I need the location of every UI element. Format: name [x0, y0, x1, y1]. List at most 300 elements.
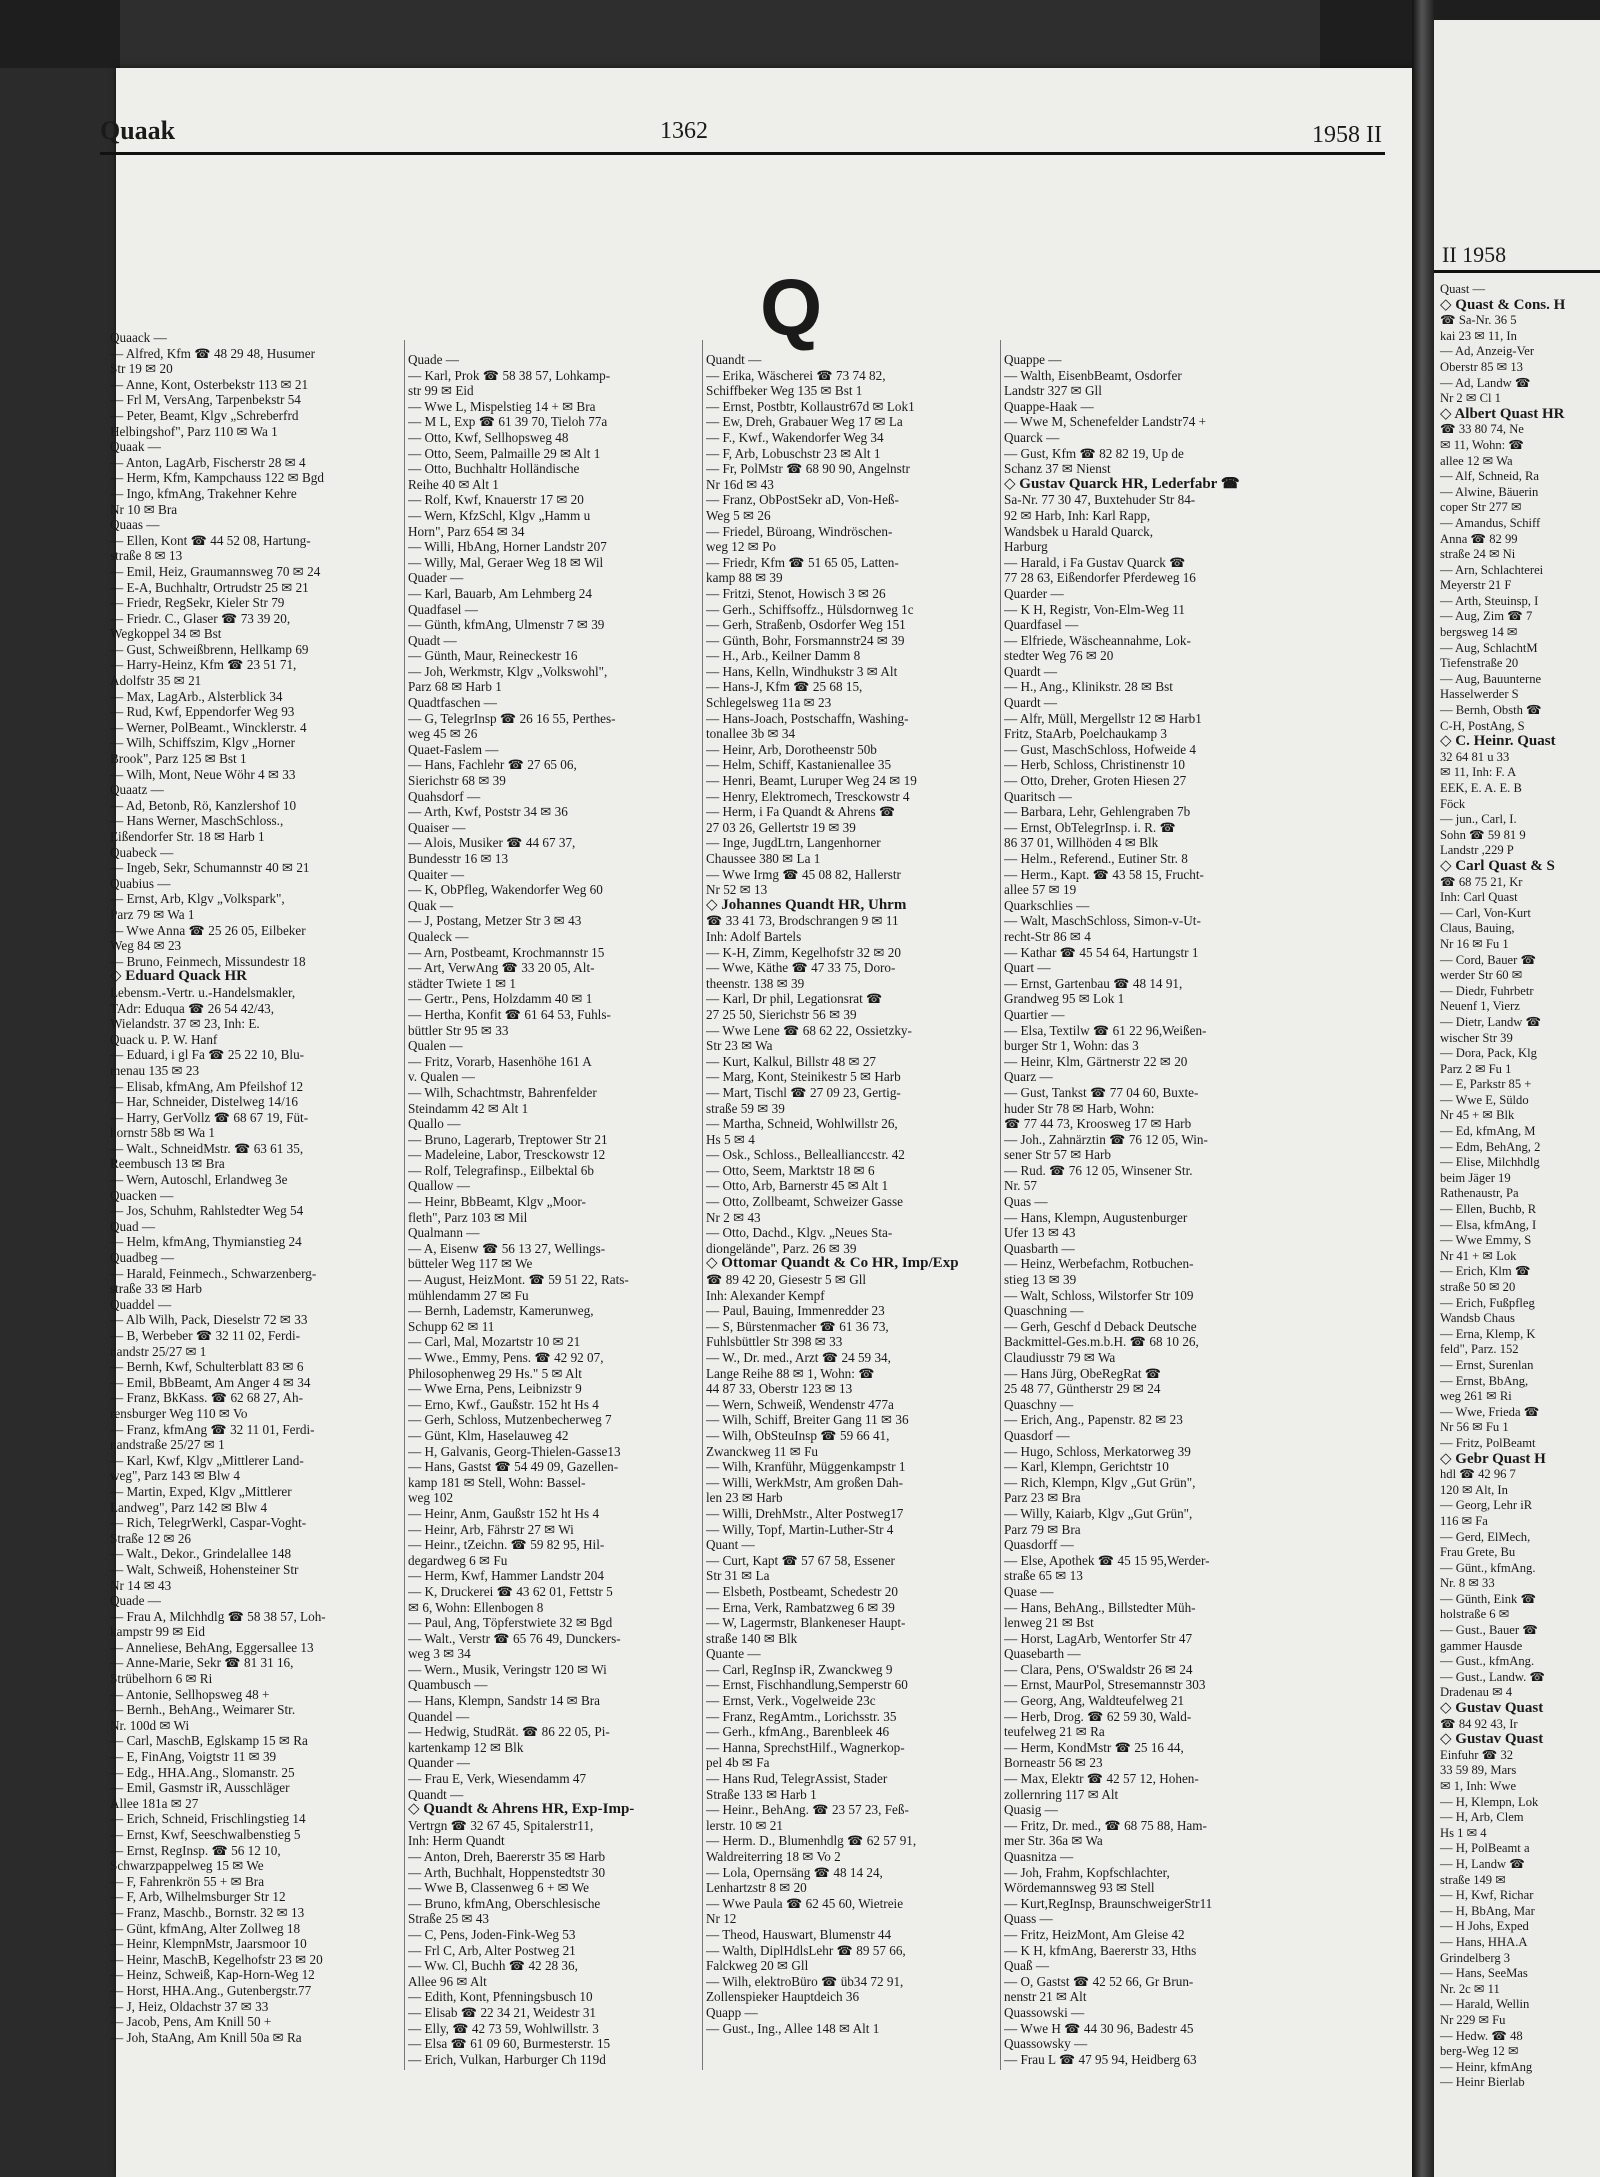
listing-entry: — Franz, BkKass. ☎ 62 68 27, Ah- [110, 1390, 303, 1406]
listing-entry: Schanz 37 ✉ Nienst [1004, 461, 1111, 477]
listing-entry: ☎ 77 44 73, Kroosweg 17 ✉ Harb [1004, 1116, 1192, 1132]
listing-entry: Quaschny — [1004, 1396, 1074, 1412]
listing-entry: — Horst, HHA.Ang., Gutenbergstr.77 [110, 1982, 312, 1998]
listing-entry: — Willy, Topf, Martin-Luther-Str 4 [706, 1521, 894, 1537]
listing-entry: — Heinz, Werbefachm, Rotbuchen- [1004, 1256, 1194, 1272]
listing-entry: theenstr. 138 ✉ 39 [706, 975, 805, 991]
listing-entry: 92 ✉ Harb, Inh: Karl Rapp, [1004, 507, 1151, 523]
listing-entry: — M L, Exp ☎ 61 39 70, Tieloh 77a [408, 414, 608, 430]
listing-entry: — Joh, Werkmstr, Klgv „Volkswohl", [408, 663, 608, 679]
listing-entry: — B, Werbeber ☎ 32 11 02, Ferdi- [110, 1328, 301, 1343]
listing-entry: Quade — [110, 1593, 161, 1609]
listing-entry: — Madeleine, Labor, Tresckowstr 12 [408, 1147, 606, 1163]
listing-entry: — Art, VerwAng ☎ 33 20 05, Alt- [408, 960, 595, 976]
listing-entry: — jun., Carl, I. [1440, 812, 1517, 827]
listing-entry: — Karl, Bauarb, Am Lehmberg 24 [408, 585, 592, 601]
listing-entry: — Ww. Cl, Buchh ☎ 42 28 36, [408, 1958, 578, 1974]
listing-entry: — Herm, Kwf, Hammer Landstr 204 [408, 1568, 604, 1584]
listing-entry: — Hans, Gastst ☎ 54 49 09, Gazellen- [408, 1459, 619, 1475]
listing-entry: Schlegelsweg 11a ✉ 23 [706, 695, 832, 711]
listing-entry: ☎ 33 80 74, Ne [1440, 422, 1524, 437]
listing-entry: — Jacob, Pens, Am Knill 50 + [110, 2014, 272, 2030]
listing-entry: — Heinr, MaschB, Kegelhofstr 23 ✉ 20 [110, 1951, 323, 1967]
listing-entry: — Herm, KondMstr ☎ 25 16 44, [1004, 1739, 1184, 1755]
listing-entry: Quader — [408, 570, 464, 586]
listing-entry: — Bernh, Kwf, Schulterblatt 83 ✉ 6 [110, 1359, 304, 1375]
listing-entry: Quase — [1004, 1583, 1054, 1599]
listing-entry: — Willi, WerkMstr, Am großen Dah- [706, 1474, 904, 1490]
listing-entry: — Elsa ☎ 61 09 60, Burmesterstr. 15 [408, 2036, 611, 2052]
listing-entry: — H, Kwf, Richar [1440, 1888, 1534, 1903]
listing-entry: Claudiusstr 79 ✉ Wa [1004, 1350, 1116, 1365]
listing-entry: berg-Weg 12 ✉ [1440, 2044, 1519, 2059]
listing-entry: Quast — [1440, 282, 1486, 296]
listing-entry: — Otto, Dreher, Groten Hiesen 27 [1004, 773, 1187, 789]
listing-entry: städter Twiete 1 ✉ 1 [408, 975, 517, 991]
listing-entry: — Georg, Ang, Waldteufelweg 21 [1004, 1693, 1185, 1709]
listing-entry: — Heinr, Arb, Fährstr 27 ✉ Wi [408, 1521, 574, 1537]
listing-entry: — Anneliese, BehAng, Eggersallee 13 [110, 1639, 314, 1655]
listing-column-1 [110, 330, 402, 2045]
listing-entry: — Wwe H ☎ 44 30 96, Badestr 45 [1004, 2020, 1194, 2036]
listing-entry: — Ed, kfmAng, M [1440, 1124, 1536, 1139]
next-page-strip [1434, 20, 1600, 2177]
listing-entry: Quabeck — [110, 844, 174, 860]
listing-entry: — Paul, Bauing, Immenredder 23 [706, 1303, 885, 1319]
listing-entry: weg 45 ✉ 26 [408, 726, 478, 742]
listing-entry: — H, Galvanis, Georg-Thielen-Gasse13 [408, 1443, 621, 1459]
listing-entry: — Alb Wilh, Pack, Dieselstr 72 ✉ 33 [110, 1312, 308, 1328]
listing-entry: — Franz, ObPostSekr aD, Von-Heß- [706, 492, 899, 508]
listing-entry: — Günth, Bohr, Forsmannstr24 ✉ 39 [706, 632, 905, 648]
listing-entry: 33 59 89, Mars [1440, 1763, 1517, 1778]
listing-entry: — Willy, Kaiarb, Klgv „Gut Grün", [1004, 1505, 1193, 1521]
listing-entry: Tiefenstraße 20 [1440, 656, 1519, 671]
listing-entry: 77 28 63, Eißendorfer Pferdeweg 16 [1004, 570, 1196, 586]
listing-entry: — H, Landw ☎ [1440, 1856, 1525, 1871]
listing-entry: — Hanna, SprechstHilf., Wagnerkop- [706, 1739, 905, 1755]
listing-entry: Quaatz — [110, 782, 164, 798]
listing-entry: — Wwe E, Süldo [1440, 1092, 1529, 1107]
listing-entry: — Eduard, i gl Fa ☎ 25 22 10, Blu- [110, 1047, 305, 1063]
listing-entry: Quahsdorf — [408, 788, 481, 804]
listing-entry: — Günth, Maur, Reineckestr 16 [408, 648, 578, 664]
listing-entry: Ufer 13 ✉ 43 [1004, 1225, 1076, 1241]
listing-entry: — Edith, Kont, Pfenningsbusch 10 [408, 1989, 593, 2005]
listing-entry: — Max, Elektr ☎ 42 57 12, Hohen- [1004, 1771, 1199, 1787]
listing-entry: Weg 84 ✉ 23 [110, 938, 182, 954]
listing-entry: — Fritz, PolBeamt [1440, 1435, 1536, 1450]
listing-entry: Quabius — [110, 875, 171, 891]
listing-entry: Philosophenweg 29 Hs." 5 ✉ Alt [408, 1365, 582, 1381]
header-rule [100, 152, 1385, 155]
listing-entry: — Wwe., Emmy, Pens. ☎ 42 92 07, [408, 1350, 604, 1365]
listing-entry: Quaet-Faslem — [408, 741, 499, 757]
running-head-title: Quaak [100, 116, 176, 145]
listing-entry: Quack u. P. W. Hanf [110, 1031, 218, 1047]
listing-entry: — Elisab ☎ 22 34 21, Weidestr 31 [408, 2004, 597, 2020]
listing-entry: — Heinr, Klm, Gärtnerstr 22 ✉ 20 [1004, 1053, 1188, 1069]
listing-entry: — Willy, Mal, Geraer Weg 18 ✉ Wil [408, 554, 604, 570]
listing-entry: — Wwe B, Classenweg 6 + ✉ We [408, 1880, 590, 1896]
listing-entry: — Gerh, Straßenb, Osdorfer Weg 151 [706, 617, 906, 633]
listing-entry: — Peter, Beamt, Klgv „Schreberfrd [110, 407, 299, 423]
listing-entry: pel 4b ✉ Fa [706, 1755, 770, 1771]
listing-entry: — Ernst, Kwf, Seeschwalbenstieg 5 [110, 1827, 301, 1842]
listing-entry: — Günt, Klm, Haselauweg 42 [408, 1427, 569, 1443]
listing-entry: — Kathar ☎ 45 54 64, Hartungstr 1 [1004, 944, 1199, 960]
listing-entry: — Hans Jürg, ObeRegRat ☎ [1004, 1365, 1162, 1381]
listing-entry: — Hans, Klempn, Sandstr 14 ✉ Bra [408, 1693, 600, 1709]
listing-entry: — Friedel, Büroang, Windröschen- [706, 523, 893, 539]
listing-entry: Anna ☎ 82 99 [1440, 531, 1518, 546]
listing-entry: Schwarzpappelweg 15 ✉ We [110, 1858, 264, 1874]
listing-entry: — Erika, Wäscherei ☎ 73 74 82, [706, 367, 886, 383]
listing-entry: — Elise, Milchhdlg [1440, 1155, 1540, 1170]
listing-entry: ◇ Quandt & Ahrens HR, Exp-Imp- [408, 1802, 635, 1818]
listing-entry: Qualmann — [408, 1225, 480, 1241]
listing-entry: ◇ Eduard Quack HR [110, 969, 247, 985]
listing-entry: — Rich, TelegrWerkl, Caspar-Voght- [110, 1515, 307, 1531]
listing-entry: — H., Arb., Keilner Damm 8 [706, 648, 861, 664]
listing-entry: Fuhlsbüttler Str 398 ✉ 33 [706, 1334, 843, 1350]
listing-entry: Inh: Alexander Kempf [706, 1287, 825, 1303]
listing-entry: Wandsbek u Harald Quarck, [1004, 523, 1154, 539]
listing-entry: — F, Fahrenkrön 55 + ✉ Bra [110, 1873, 265, 1889]
listing-entry: — Kurt, Kalkul, Billstr 48 ✉ 27 [706, 1053, 877, 1069]
listing-entry: — Frau L ☎ 47 95 94, Heidberg 63 [1004, 2051, 1197, 2067]
listing-entry: — Helm, Schiff, Kastanienallee 35 [706, 757, 892, 773]
listing-entry: sener Str 57 ✉ Harb [1004, 1147, 1112, 1163]
listing-entry: Quardt — [1004, 695, 1058, 711]
listing-entry: ✉ 11, Inh: F. A [1440, 765, 1517, 780]
listing-entry: Quarkschlies — [1004, 897, 1090, 913]
listing-entry: Vertrgn ☎ 32 67 45, Spitalerstr11, [408, 1817, 594, 1833]
column-divider [702, 340, 703, 2070]
listing-entry: Zollenspieker Hauptdeich 36 [706, 1989, 860, 2005]
listing-entry: — Else, Apothek ☎ 45 15 95,Werder- [1004, 1552, 1210, 1568]
listing-entry: Sohn ☎ 59 81 9 [1440, 827, 1526, 842]
listing-entry: Wandsb Chaus [1440, 1311, 1515, 1326]
listing-entry: — Hedwig, StudRät. ☎ 86 22 05, Pi- [408, 1724, 610, 1740]
next-page-column [1440, 282, 1565, 2091]
listing-entry: Quad — [110, 1218, 156, 1234]
listing-entry: — H., Ang., Klinikstr. 28 ✉ Bst [1004, 679, 1173, 695]
listing-entry: 32 64 81 u 33 [1440, 749, 1510, 764]
listing-entry: ◇ Gustav Quarck HR, Lederfabr ☎ [1004, 476, 1240, 492]
listing-entry: — Otto, Seem, Marktstr 18 ✉ 6 [706, 1162, 875, 1178]
listing-entry: — Osk., Schloss., Belleallianccstr. 42 [706, 1147, 905, 1163]
listing-entry: straße 149 ✉ [1440, 1872, 1506, 1887]
listing-entry: Allee 96 ✉ Alt [408, 1973, 487, 1989]
listing-entry: straße 24 ✉ Ni [1440, 547, 1516, 562]
listing-entry: — Gertr., Pens, Holzdamm 40 ✉ 1 [408, 991, 593, 1007]
listing-entry: — Georg, Lehr iR [1440, 1498, 1533, 1513]
listing-entry: Quaas — [110, 517, 160, 533]
listing-entry: Nr 16d ✉ 43 [706, 476, 774, 492]
scan-top-border [0, 0, 1600, 68]
listing-entry: Quart — [1004, 960, 1051, 976]
listing-entry: — Wern, Autoschl, Erlandweg 3e [110, 1172, 288, 1188]
listing-entry: — Harry, GerVollz ☎ 68 67 19, Füt- [110, 1109, 309, 1125]
listing-entry: — Wwe, Käthe ☎ 47 33 75, Doro- [706, 960, 896, 976]
listing-entry: — Ew, Dreh, Grabauer Weg 17 ✉ La [706, 414, 903, 430]
listing-entry: Borneastr 56 ✉ 23 [1004, 1755, 1103, 1771]
listing-entry: — Erich, Ang., Papenstr. 82 ✉ 23 [1004, 1412, 1183, 1428]
listing-entry: Quadbeg — [110, 1250, 175, 1266]
listing-entry: Einfuhr ☎ 32 [1440, 1747, 1514, 1762]
listing-entry: Reembusch 13 ✉ Bra [110, 1156, 225, 1172]
listing-entry: — Karl, Klempn, Gerichtstr 10 [1004, 1459, 1169, 1475]
listing-entry: — Martin, Exped, Klgv „Mittlerer [110, 1483, 292, 1499]
listing-entry: Str 31 ✉ La [706, 1568, 770, 1584]
listing-entry: Quade — [408, 352, 459, 367]
listing-entry: zollernring 117 ✉ Alt [1004, 1786, 1119, 1802]
listing-entry: — Emil, BbBeamt, Am Anger 4 ✉ 34 [110, 1374, 311, 1390]
listing-entry: — Elly, ☎ 42 73 59, Wohlwillstr. 3 [408, 2020, 599, 2036]
listing-entry: Eißendorfer Str. 18 ✉ Harb 1 [110, 829, 265, 844]
listing-entry: Lenhartzstr 8 ✉ 20 [706, 1880, 807, 1896]
listing-entry: — Hans, BehAng., Billstedter Müh- [1004, 1599, 1196, 1615]
listing-entry: — Ernst, Gartenbau ☎ 48 14 91, [1004, 975, 1183, 991]
listing-entry: — Heinr, KlempnMstr, Jaarsmoor 10 [110, 1936, 307, 1952]
section-letter: Q [760, 263, 823, 352]
listing-entry: — Ellen, Kont ☎ 44 52 08, Hartung- [110, 532, 311, 548]
listing-entry: ☎ Sa-Nr. 36 5 [1440, 313, 1517, 328]
listing-entry: Adolfstr 35 ✉ 21 [110, 673, 202, 689]
listing-entry: — Harry-Heinz, Kfm ☎ 23 51 71, [110, 657, 297, 673]
listing-entry: — Bernh, Lademstr, Kamerunweg, [408, 1303, 594, 1319]
listing-entry: — K, ObPfleg, Wakendorfer Weg 60 [408, 882, 603, 898]
listing-entry: ✉ 11, Wohn: ☎ [1440, 437, 1524, 452]
listing-entry: kai 23 ✉ 11, In [1440, 328, 1517, 343]
listing-entry: 86 37 01, Willhöden 4 ✉ Blk [1004, 835, 1159, 851]
listing-entry: burger Str 1, Wohn: das 3 [1004, 1038, 1139, 1054]
listing-entry: v. Qualen — [408, 1069, 475, 1085]
listing-entry: — Anton, LagArb, Fischerstr 28 ✉ 4 [110, 454, 306, 470]
listing-entry: bergsweg 14 ✉ [1440, 625, 1518, 640]
listing-entry: — Barbara, Lehr, Gehlengraben 7b [1004, 804, 1191, 820]
listing-entry: — Helm, kfmAng, Thymianstieg 24 [110, 1234, 302, 1250]
listing-entry: kamp 181 ✉ Stell, Wohn: Bassel- [408, 1474, 586, 1490]
listing-entry: — Marg, Kont, Steinikestr 5 ✉ Harb [706, 1069, 901, 1085]
listing-entry: straße 8 ✉ 13 [110, 548, 183, 564]
listing-entry: Falckweg 20 ✉ Gll [706, 1958, 809, 1974]
listing-entry: — Herm, i Fa Quandt & Ahrens ☎ [706, 804, 896, 820]
listing-entry: ◇ Quast & Cons. H [1440, 296, 1566, 313]
listing-entry: — Wilh, elektroBüro ☎ üb34 72 91, [706, 1973, 904, 1989]
listing-entry: — Elsa, kfmAng, I [1440, 1217, 1537, 1232]
page-header [100, 110, 1390, 150]
listing-entry: — E-A, Buchhaltr, Ortrudstr 25 ✉ 21 [110, 579, 309, 595]
listing-entry: — Friedr, Kfm ☎ 51 65 05, Latten- [706, 554, 899, 570]
listing-entry: nandstraße 25/27 ✉ 1 [110, 1437, 225, 1453]
listing-entry: — Anne-Marie, Sekr ☎ 81 31 16, [110, 1655, 294, 1671]
listing-entry: — Erna, Verk, Rambatzweg 6 ✉ 39 [706, 1599, 895, 1615]
listing-entry: gammer Hausde [1440, 1638, 1523, 1653]
listing-entry: — Dora, Pack, Klg [1440, 1046, 1537, 1061]
listing-entry: Nr 14 ✉ 43 [110, 1577, 172, 1593]
next-page-header-rule [1434, 270, 1600, 273]
listing-entry: — Ernst, Fischhandlung,Semperstr 60 [706, 1677, 908, 1693]
listing-entry: — Franz, RegAmtm., Lorichsstr. 35 [706, 1708, 897, 1724]
listing-entry: — H, Arb, Clem [1440, 1810, 1524, 1825]
listing-entry: Wielandstr. 37 ✉ 23, Inh: E. [110, 1016, 260, 1032]
listing-entry: — Amandus, Schiff [1440, 515, 1541, 530]
listing-entry: — Hans, Klempn, Augustenburger [1004, 1209, 1188, 1225]
listing-entry: — Wwe L, Mispelstieg 14 + ✉ Bra [408, 398, 596, 414]
listing-entry: Inh: Carl Quast [1440, 890, 1518, 905]
listing-entry: — Kurt,RegInsp, BraunschweigerStr11 [1004, 1895, 1213, 1911]
listing-entry: Fritz, StaArb, Poelchaukamp 3 [1004, 726, 1167, 742]
listing-entry: — Erna, Klemp, K [1440, 1326, 1536, 1341]
listing-entry: — Wwe Emmy, S [1440, 1233, 1532, 1248]
listing-entry: Hs 1 ✉ 4 [1440, 1825, 1487, 1840]
listing-entry: Qualen — [408, 1038, 463, 1054]
listing-entry: ◇ Gustav Quast [1440, 1731, 1544, 1748]
listing-entry: — Theod, Hauswart, Blumenstr 44 [706, 1926, 892, 1942]
listing-entry: — Werner, PolBeamt., Wincklerstr. 4 [110, 719, 307, 735]
listing-entry: — Alfred, Kfm ☎ 48 29 48, Husumer [110, 345, 316, 361]
listing-entry: Bundesstr 16 ✉ 13 [408, 851, 509, 866]
listing-entry: Nr 10 ✉ Bra [110, 501, 178, 517]
listing-entry: — Gust., kfmAng. [1440, 1654, 1535, 1669]
listing-entry: — Walt, Schweiß, Hohensteiner Str [110, 1561, 299, 1577]
listing-entry: — H, PolBeamt a [1440, 1841, 1530, 1856]
listing-entry: — Karl, Dr phil, Legationsrat ☎ [706, 991, 883, 1007]
listing-entry: — Wilh, Mont, Neue Wöhr 4 ✉ 33 [110, 766, 296, 782]
listing-entry: Quasnitza — [1004, 1849, 1074, 1864]
listing-entry: — Rolf, Kwf, Knauerstr 17 ✉ 20 [408, 492, 584, 508]
listing-entry: — Wilh, Schiffszim, Klgv „Horner [110, 735, 296, 751]
listing-entry: — Ernst, RegInsp. ☎ 56 12 10, [110, 1842, 281, 1858]
listing-entry: — Elisab, kfmAng, Am Pfeilshof 12 [110, 1078, 304, 1094]
listing-entry: — Heinr, kfmAng [1440, 2059, 1533, 2074]
listing-entry: Harburg [1004, 539, 1048, 555]
listing-entry: — Harald, i Fa Gustav Quarck ☎ [1004, 554, 1186, 570]
listing-entry: — Fritz, Dr. med., ☎ 68 75 88, Ham- [1004, 1817, 1207, 1833]
listing-entry: — K, Druckerei ☎ 43 62 01, Fettstr 5 [408, 1583, 613, 1599]
listing-entry: Quasig — [1004, 1802, 1058, 1818]
listing-entry: — W, Lagermstr, Blankeneser Haupt- [706, 1615, 906, 1631]
listing-entry: Lange Reihe 88 ✉ 1, Wohn: ☎ [706, 1365, 875, 1381]
listing-column-4 [1004, 352, 1296, 2067]
listing-entry: — W., Dr. med., Arzt ☎ 24 59 34, [706, 1350, 891, 1365]
listing-entry: — Gust, Tankst ☎ 77 04 60, Buxte- [1004, 1084, 1199, 1100]
listing-entry: — H Johs, Exped [1440, 1919, 1529, 1934]
listing-entry: ◇ Gebr Quast H [1440, 1450, 1546, 1467]
listing-entry: — Max, LagArb., Alsterblick 34 [110, 688, 283, 704]
listing-entry: Quallow — [408, 1178, 470, 1194]
listing-entry: Nr 2 ✉ 43 [706, 1209, 761, 1225]
listing-entry: — Friedr. C., Glaser ☎ 73 39 20, [110, 610, 291, 626]
listing-entry: — Elfriede, Wäscheannahme, Lok- [1004, 632, 1191, 648]
listing-entry: Parz 23 ✉ Bra [1004, 1490, 1081, 1506]
listing-entry: Nr 52 ✉ 13 [706, 882, 768, 898]
listing-entry: — Wwe Irmg ☎ 45 08 82, Hallerstr [706, 866, 901, 882]
listing-entry: Quaiter — [408, 866, 465, 882]
listing-entry: Nr. 2c ✉ 11 [1440, 1981, 1500, 1996]
listing-entry: straße 33 ✉ Harb [110, 1281, 202, 1297]
listing-entry: Brook", Parz 125 ✉ Bst 1 [110, 751, 247, 767]
listing-entry: — Ingeb, Sekr, Schumannstr 40 ✉ 21 [110, 860, 310, 876]
listing-entry: Schupp 62 ✉ 11 [408, 1318, 495, 1334]
listing-entry: — Karl, Prok ☎ 58 38 57, Lohkamp- [408, 367, 611, 383]
listing-entry: — Wwe, Frieda ☎ [1440, 1404, 1540, 1419]
listing-entry: Quacken — [110, 1187, 174, 1203]
listing-entry: Parz 79 ✉ Wa 1 [110, 906, 195, 922]
listing-entry: Quassowsky — [1004, 2036, 1088, 2052]
listing-entry: — H, Klempn, Lok [1440, 1794, 1539, 1809]
listing-entry: — Otto, Seem, Palmaille 29 ✉ Alt 1 [408, 445, 601, 461]
listing-entry: — Arth, Steuinsp, I [1440, 593, 1539, 608]
listing-entry: — Erich, Schneid, Frischlingstieg 14 [110, 1811, 306, 1827]
listing-entry: straße 59 ✉ 39 [706, 1100, 785, 1116]
listing-entry: — E, Parkstr 85 + [1440, 1077, 1532, 1092]
listing-entry: 116 ✉ Fa [1440, 1513, 1488, 1528]
listing-entry: 25 48 77, Güntherstr 29 ✉ 24 [1004, 1381, 1161, 1397]
listing-entry: — Alwine, Bäuerin [1440, 484, 1539, 499]
listing-entry: Quaiser — [408, 819, 466, 835]
listing-entry: — Wern, Schweiß, Wendenstr 477a [706, 1396, 894, 1412]
listing-entry: — Horst, LagArb, Wentorfer Str 47 [1004, 1630, 1193, 1646]
listing-entry: Str 19 ✉ 20 [110, 361, 173, 377]
listing-entry: Quadfasel — [408, 601, 478, 617]
listing-entry: — Willi, HbAng, Horner Landstr 207 [408, 539, 607, 555]
listing-entry: — Bruno, kfmAng, Oberschlesische [408, 1895, 601, 1911]
listing-entry: — Otto, Buchhaltr Holländische [408, 461, 580, 477]
listing-entry: — F, Arb, Lobuschstr 23 ✉ Alt 1 [706, 445, 881, 461]
listing-entry: Sa-Nr. 77 30 47, Buxtehuder Str 84- [1004, 492, 1196, 508]
listing-entry: — Gust, MaschSchloss, Hofweide 4 [1004, 741, 1196, 757]
listing-entry: — August, HeizMont. ☎ 59 51 22, Rats- [408, 1272, 629, 1288]
listing-entry: — Heinr, Arb, Dorotheenstr 50b [706, 741, 877, 757]
listing-entry: — Cord, Bauer ☎ [1440, 952, 1537, 967]
listing-entry: Quarder — [1004, 585, 1064, 601]
listing-entry: rensburger Weg 110 ✉ Vo [110, 1405, 248, 1421]
listing-entry: — Elsbeth, Postbeamt, Schedestr 20 [706, 1583, 898, 1599]
column-divider [404, 340, 405, 2070]
listing-entry: — Lola, Opernsäng ☎ 48 14 24, [706, 1864, 883, 1880]
listing-entry: — Joh, StaAng, Am Knill 50a ✉ Ra [110, 2029, 302, 2045]
listing-entry: Quasbarth — [1004, 1240, 1075, 1256]
column-divider [1000, 340, 1001, 2070]
listing-entry: — Walt., SchneidMstr. ☎ 63 61 35, [110, 1140, 304, 1156]
listing-entry: Nr. 8 ✉ 33 [1440, 1576, 1495, 1591]
listing-entry: stieg 13 ✉ 39 [1004, 1272, 1077, 1288]
listing-entry: weg 261 ✉ Ri [1440, 1389, 1512, 1404]
listing-entry: ◇ Ottomar Quandt & Co HR, Imp/Exp [706, 1256, 959, 1272]
listing-entry: C-H, PostAng, S [1440, 718, 1525, 733]
listing-entry: — A, Eisenw ☎ 56 13 27, Wellings- [408, 1240, 606, 1256]
listing-entry: Quass — [1004, 1911, 1053, 1927]
listing-entry: Quandt — [408, 1786, 464, 1802]
listing-entry: Quaß — [1004, 1958, 1050, 1974]
listing-entry: nenstr 21 ✉ Alt [1004, 1989, 1087, 2005]
listing-entry: — Walth, DiplHdlsLehr ☎ 89 57 66, [706, 1942, 906, 1958]
listing-entry: — Hans Werner, MaschSchloss., [110, 813, 284, 829]
listing-entry: — Wwe M, Schenefelder Landstr74 + [1004, 414, 1207, 430]
listing-entry: — Arth, Buchhalt, Hoppenstedtstr 30 [408, 1864, 606, 1880]
listing-entry: Helbingshof", Parz 110 ✉ Wa 1 [110, 423, 278, 439]
listing-entry: Backmittel-Ges.m.b.H. ☎ 68 10 26, [1004, 1334, 1199, 1350]
listing-entry: Quallo — [408, 1116, 461, 1132]
listing-entry: — Harald, Wellin [1440, 1997, 1530, 2012]
listing-entry: nandstr 25/27 ✉ 1 [110, 1343, 207, 1359]
listing-entry: Quassowski — [1004, 2004, 1085, 2020]
listing-entry: allee 57 ✉ 19 [1004, 882, 1077, 898]
listing-entry: — K-H, Zimm, Kegelhofstr 32 ✉ 20 [706, 944, 901, 960]
